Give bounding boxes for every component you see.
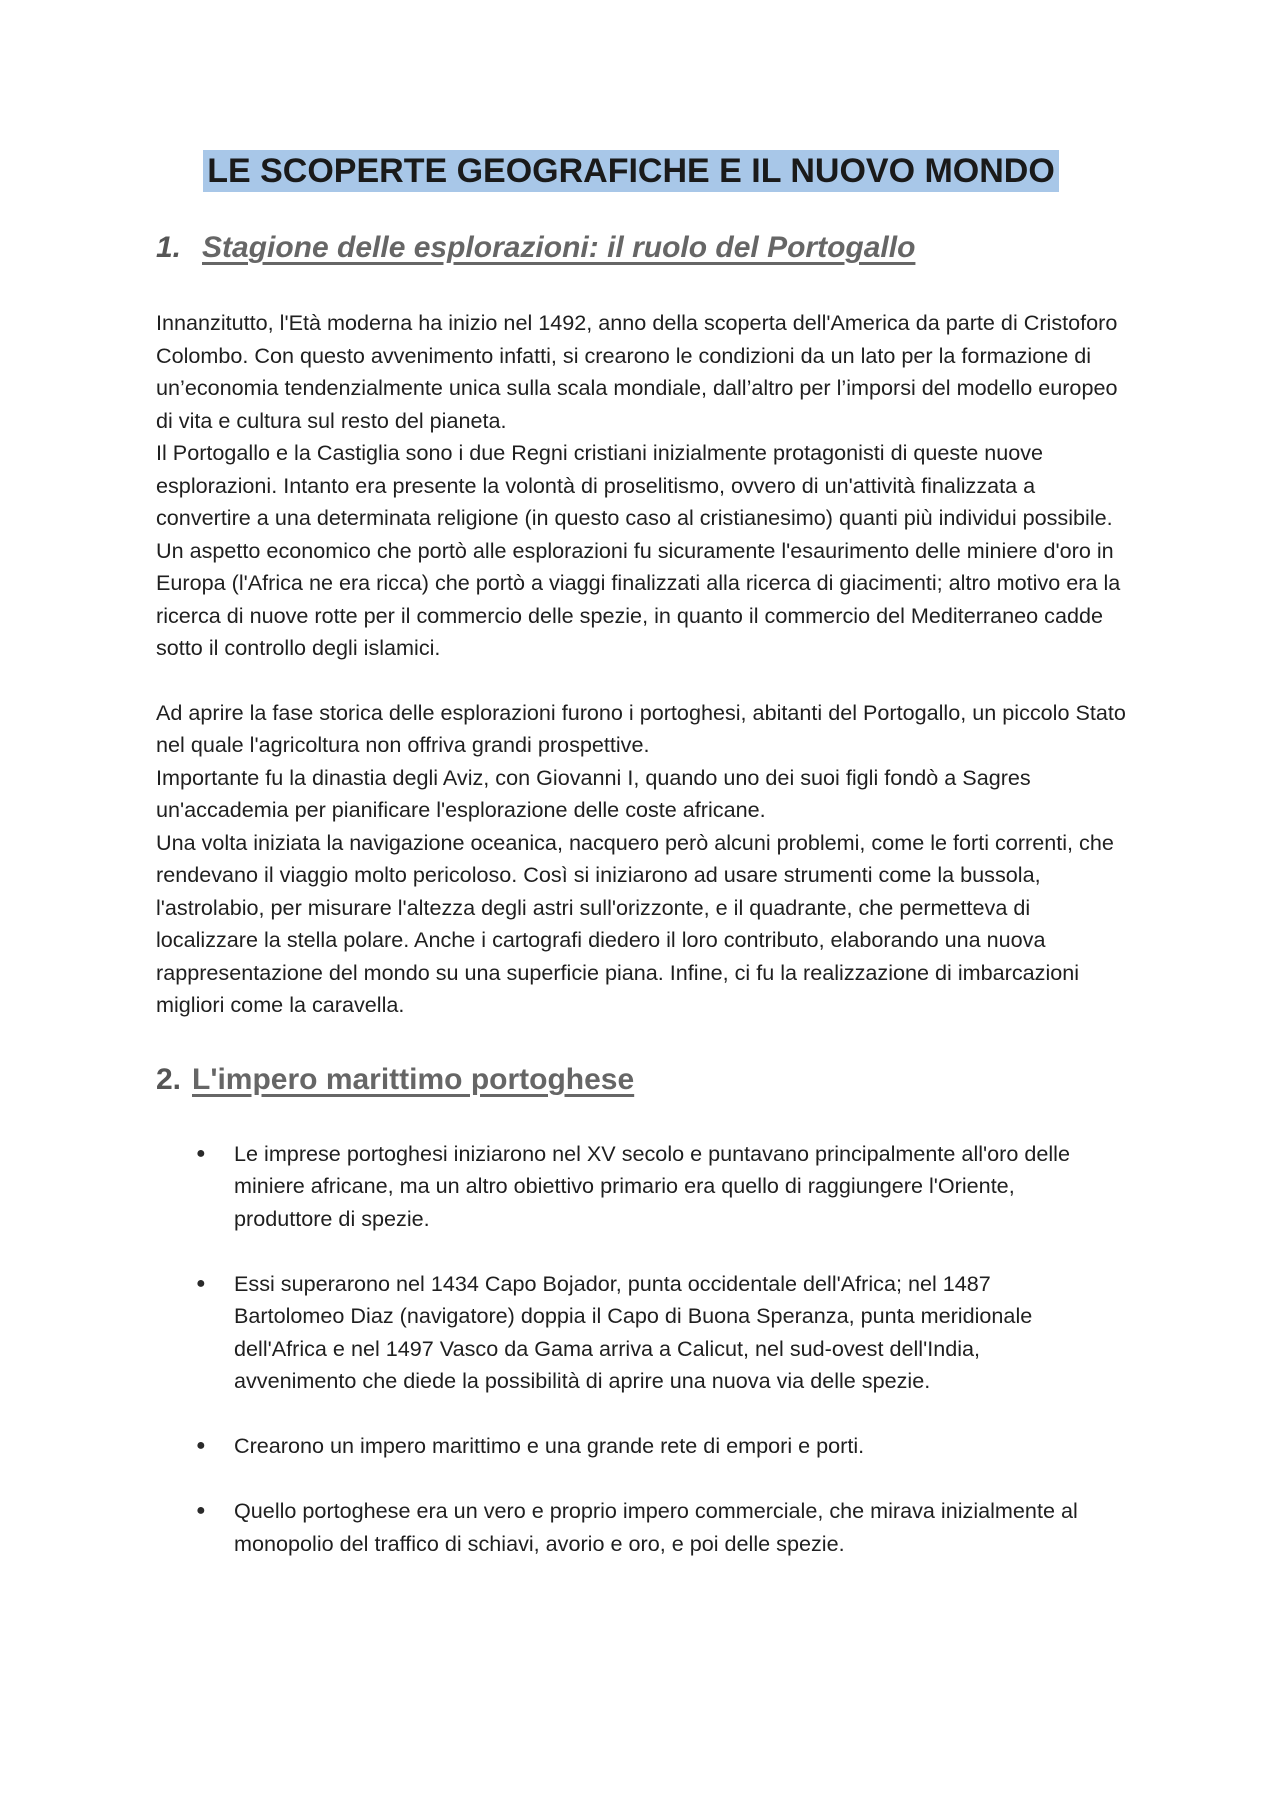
section-2-heading: [156, 1060, 1130, 1100]
paragraph: Una volta iniziata la navigazione oceanica, nacquero però alcuni problemi, come le forti correnti, che rendevano il viaggio molto pericoloso. Così si iniziarono ad usare strumenti come la bussola, l'astrolabio, per misurare l'altezza degli astri sull'orizzonte, e il quadrante, che permetteva di localizzare la stella polare. Anche i cartografi diedero il loro contributo, elaborando una nuova rappresentazione del mondo su una superficie piana. Infine, ci fu la realizzazione di imbarcazioni migliori come la caravella.: [156, 829, 1114, 1017]
paragraph: Ad aprire la fase storica delle esplorazioni furono i portoghesi, abitanti del Portogallo, un piccolo Stato nel quale l'agricoltura non offriva grandi prospettive.: [156, 699, 1126, 757]
list-item: [156, 1430, 1130, 1463]
section-2-bullet-list: [156, 1138, 1130, 1561]
bullet-icon: ●: [196, 1437, 206, 1454]
list-item: [156, 1268, 1130, 1398]
section-2-number: 2.: [156, 1062, 182, 1096]
bullet-icon: ●: [196, 1144, 206, 1162]
paragraph: Innanzitutto, l'Età moderna ha inizio nel 1492, anno della scoperta dell'America da parte di Cristoforo Colombo. Con questo avvenimento infatti, si crearono le condizioni da un lato per la formazione di un’economia tendenzialmente unica sulla scala mondiale, dall’altro per l’imporsi del modello europeo di vita e cultura sul resto del pianeta.: [156, 310, 1118, 433]
list-item: [156, 1495, 1130, 1560]
paragraph: Un aspetto economico che portò alle esplorazioni fu sicuramente l'esaurimento delle miniere d'oro in Europa (l'Africa ne era ricca) che portò a viaggi finalizzati alla ricerca di giacimenti; altro motivo era la ricerca di nuove rotte per il commercio delle spezie, in quanto il commercio del Mediterraneo cadde sotto il controllo degli islamici.: [156, 537, 1121, 660]
section-1-heading: [156, 228, 1130, 268]
section-1-title: Stagione delle esplorazioni: il ruolo del Portogallo: [202, 231, 916, 264]
list-item-text: Le imprese portoghesi iniziarono nel XV secolo e puntavano principalmente all'oro delle miniere africane, ma un altro obiettivo primario era quello di raggiungere l'Oriente, produttore di spezie.: [234, 1140, 1070, 1231]
section-1-block-1: [156, 307, 1130, 665]
title-wrapper: [156, 150, 1130, 192]
bullet-icon: ●: [196, 1274, 206, 1292]
list-item-text: Crearono un impero marittimo e una grande rete di empori e porti.: [234, 1433, 865, 1458]
document-title: LE SCOPERTE GEOGRAFICHE E IL NUOVO MONDO: [203, 150, 1059, 192]
section-1-number: 1.: [156, 231, 182, 264]
section-2-title: L'impero marittimo portoghese: [192, 1062, 635, 1096]
list-item-text: Quello portoghese era un vero e proprio impero commerciale, che mirava inizialmente al monopolio del traffico di schiavi, avorio e oro, e poi delle spezie.: [234, 1498, 1078, 1556]
list-item-text: Essi superarono nel 1434 Capo Bojador, punta occidentale dell'Africa; nel 1487 Bartolomeo Diaz (navigatore) doppia il Capo di Buona Speranza, punta meridionale dell'Africa e nel 1497 Vasco da Gama arriva a Calicut, nel sud-ovest dell'India, avvenimento che diede la possibilità di aprire una nuova via delle spezie.: [234, 1270, 1033, 1393]
paragraph: Il Portogallo e la Castiglia sono i due Regni cristiani inizialmente protagonisti di queste nuove esplorazioni. Intanto era presente la volontà di proselitismo, ovvero di un'attività finalizzata a convertire a una determinata religione (in questo caso al cristianesimo) quanti più individui possibile.: [156, 440, 1113, 530]
bullet-icon: ●: [196, 1502, 206, 1519]
section-1-block-2: [156, 697, 1130, 1022]
list-item: [156, 1138, 1130, 1236]
paragraph: Importante fu la dinastia degli Aviz, con Giovanni I, quando uno dei suoi figli fondò a Sagres un'accademia per pianificare l'esplorazione delle coste africane.: [156, 764, 1031, 822]
